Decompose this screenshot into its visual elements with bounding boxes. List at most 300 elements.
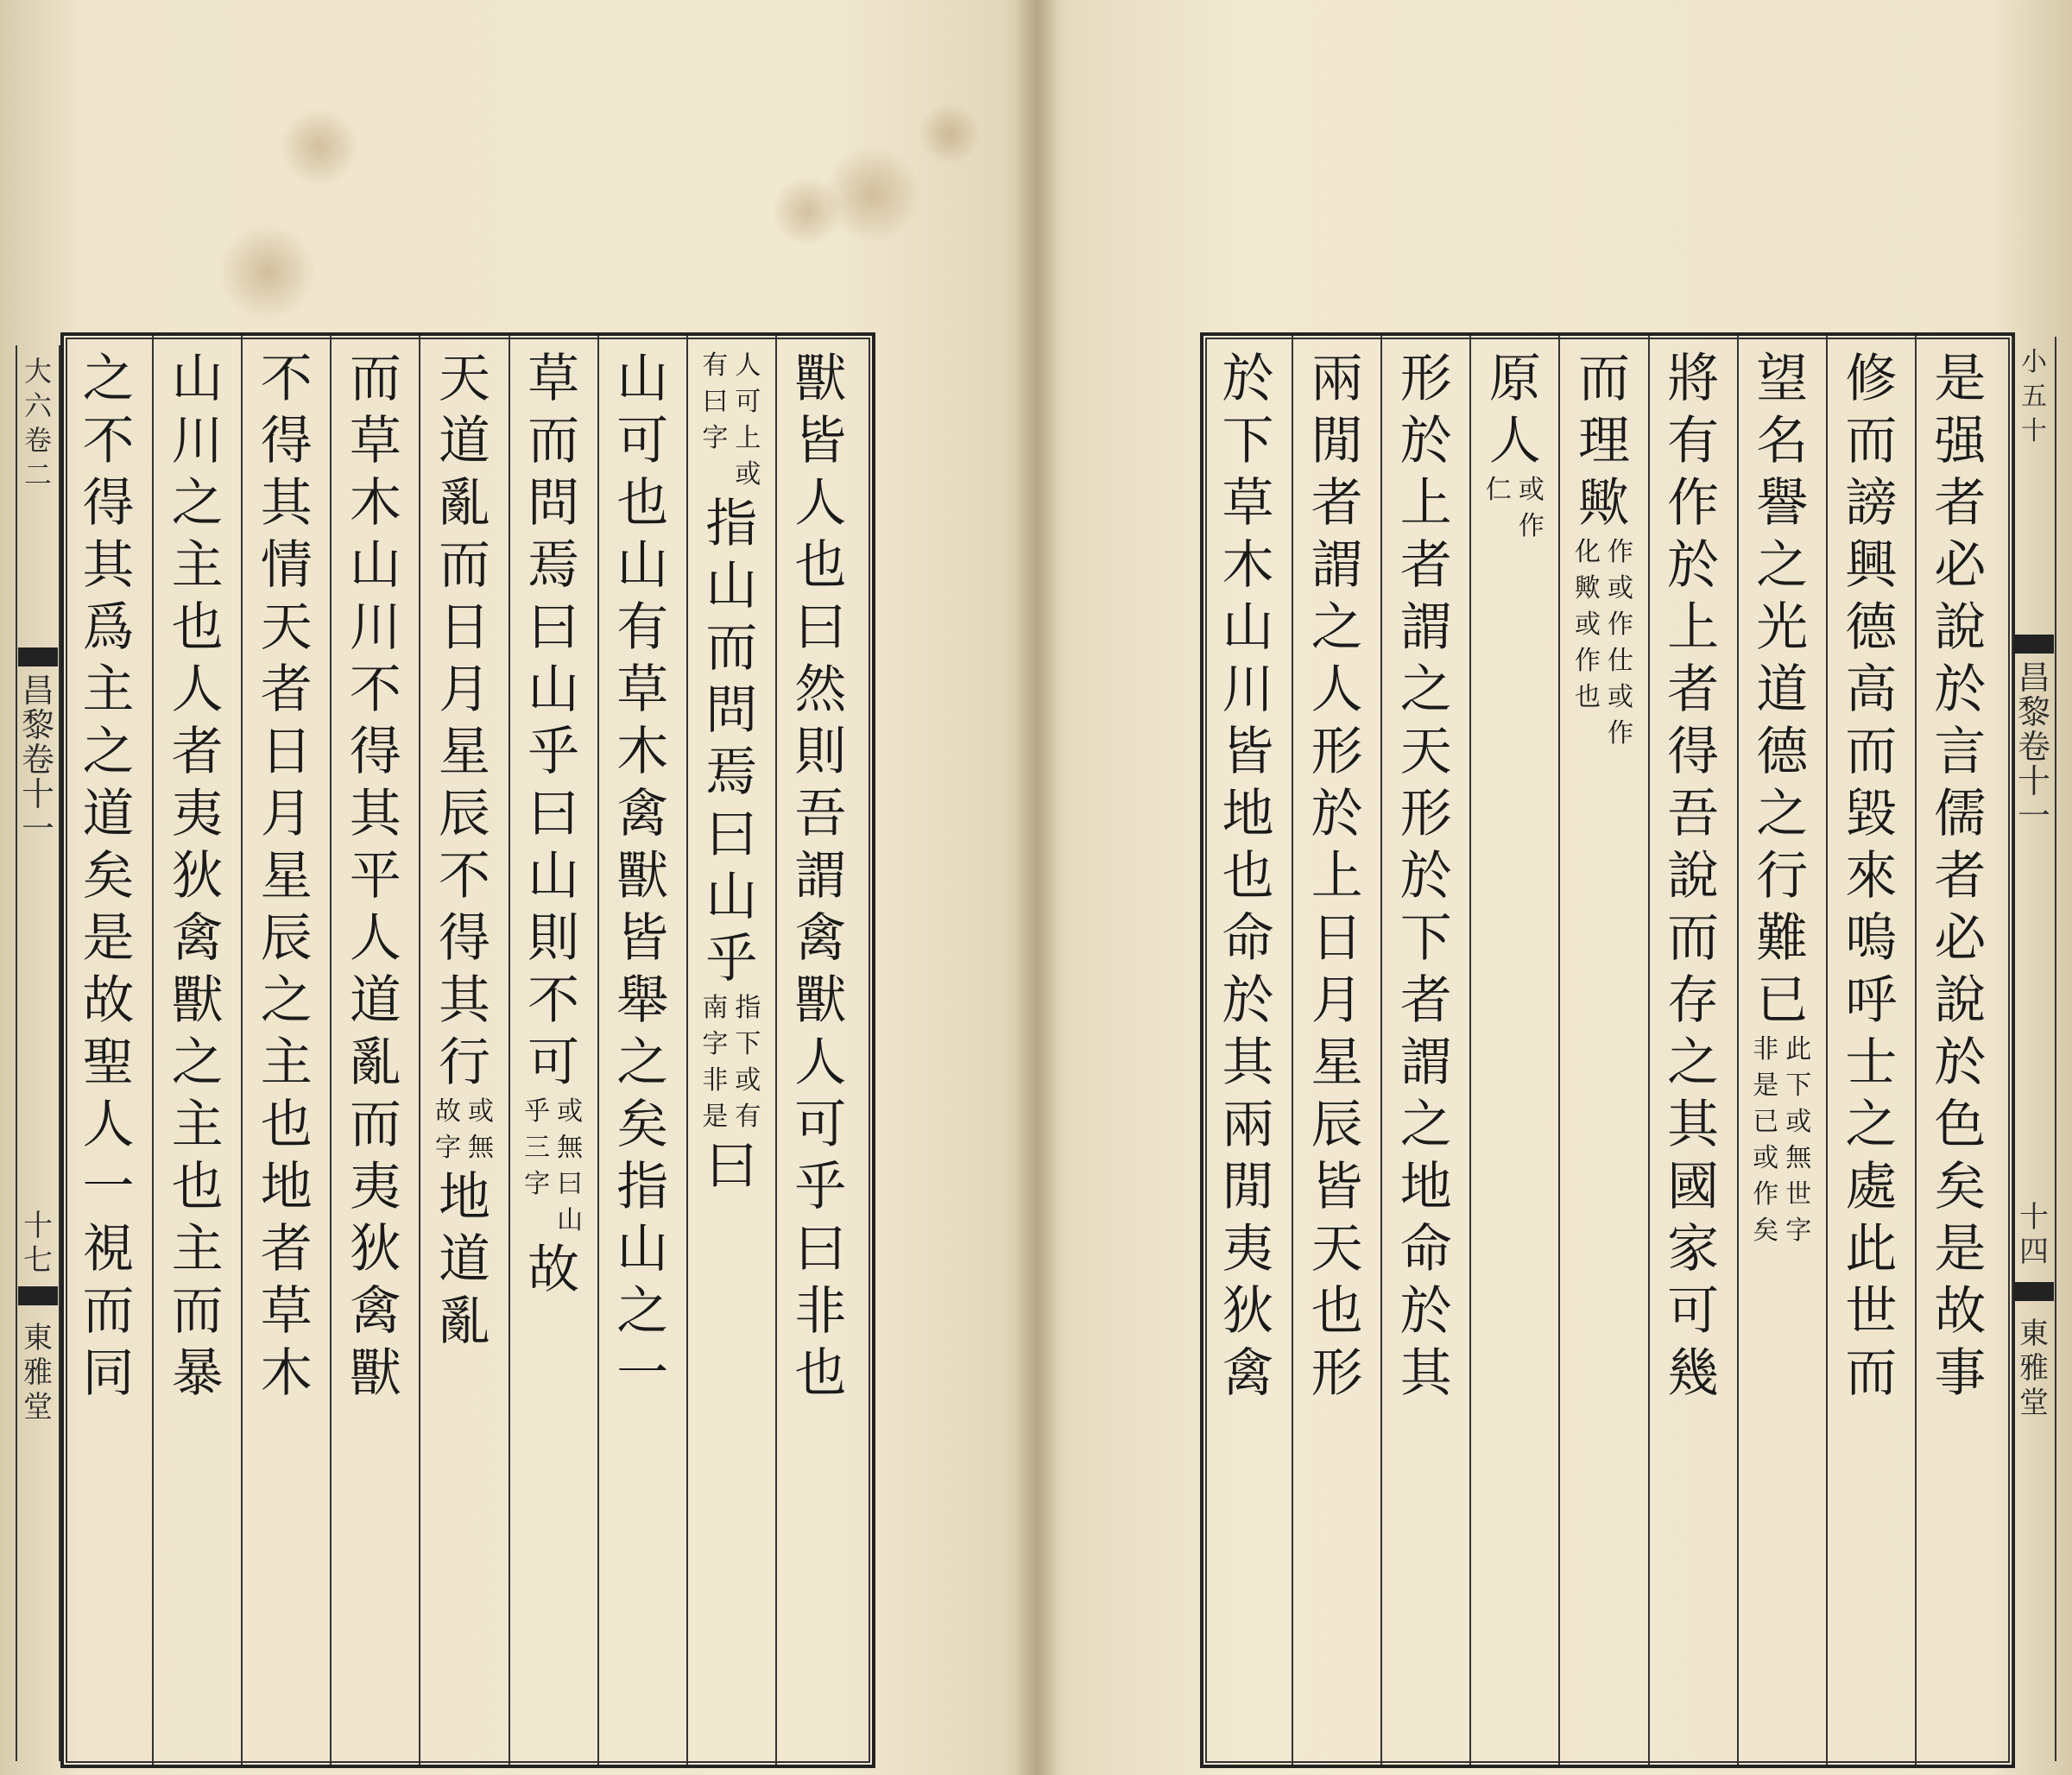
text-char: 歟: [1577, 473, 1630, 534]
text-column: [1292, 336, 1381, 1765]
text-char: 形: [1399, 784, 1452, 844]
text-char: 得: [1667, 722, 1720, 782]
text-char: 人: [82, 1095, 135, 1155]
annotation-char: 故: [434, 1096, 461, 1127]
text-char: 之: [171, 473, 224, 534]
text-char: 而: [349, 349, 401, 409]
text-char: 狄: [171, 846, 224, 906]
text-char: 作: [1667, 473, 1720, 534]
text-char: 之: [1845, 1095, 1898, 1155]
text-column: [1649, 336, 1738, 1765]
text-char: 其: [349, 784, 401, 844]
text-char: 情: [260, 535, 313, 596]
text-char: 山: [705, 556, 758, 616]
text-char: 然: [794, 660, 847, 720]
annotation-char: 非: [1753, 1034, 1779, 1064]
text-char: 道: [438, 411, 490, 471]
text-char: 而: [438, 535, 490, 596]
text-char: 上: [1311, 846, 1363, 906]
text-char: 皆: [1222, 722, 1274, 782]
annotation-column: [524, 1094, 550, 1239]
text-char: 謂: [1399, 597, 1452, 658]
left-margin-publisher: [16, 1321, 60, 1424]
text-char: 而: [349, 1095, 401, 1155]
text-char: 爲: [82, 597, 135, 658]
text-char: 山: [527, 846, 580, 906]
text-char: 其: [1667, 1095, 1720, 1155]
text-char: 得: [260, 411, 313, 471]
text-char: 下: [1222, 411, 1274, 471]
annotation-char: 或: [1753, 1143, 1779, 1173]
annotation-char: 字: [524, 1169, 551, 1199]
left-margin-strip: [16, 345, 60, 1761]
annotation-note: [420, 1094, 509, 1166]
text-char: 矣: [82, 846, 135, 906]
text-char: 理: [1577, 411, 1630, 471]
text-char: 道: [438, 1229, 490, 1290]
text-char: 狄: [1222, 1281, 1274, 1342]
annotation-char: 上: [735, 423, 761, 453]
margin-char: 昌: [2017, 659, 2050, 697]
text-char: 人: [349, 908, 401, 969]
text-char: 形: [1311, 1343, 1363, 1404]
text-char: 草: [616, 660, 669, 720]
text-char: 呼: [1845, 970, 1898, 1031]
text-char: 說: [1934, 597, 1987, 658]
text-char: 世: [1845, 1281, 1898, 1342]
text-char: 者: [260, 660, 313, 720]
text-char: 草: [1222, 473, 1274, 534]
text-char: 川: [171, 411, 224, 471]
margin-char: 卷: [21, 741, 54, 779]
text-char: 曰: [705, 805, 758, 865]
text-char: 人: [1311, 660, 1363, 720]
text-char: 而: [527, 411, 580, 471]
text-char: 地: [260, 1157, 313, 1217]
text-char: 山: [527, 660, 580, 720]
annotation-char: 或: [467, 1096, 494, 1127]
annotation-char: 或: [557, 1096, 584, 1127]
margin-char: 小: [2021, 347, 2047, 377]
text-char: 曰: [705, 1136, 758, 1197]
text-char: 其: [82, 535, 135, 596]
text-char: 也: [616, 473, 669, 534]
stain: [220, 224, 315, 319]
text-char: 幾: [1667, 1343, 1720, 1404]
text-char: 山: [616, 535, 669, 596]
text-char: 已: [1756, 970, 1809, 1031]
text-column: [331, 336, 420, 1765]
text-char: 也: [1311, 1281, 1363, 1342]
margin-char: 六: [23, 389, 52, 422]
text-char: 吾: [1667, 784, 1720, 844]
text-char: 夷: [1222, 1219, 1274, 1279]
text-char: 於: [1311, 784, 1363, 844]
text-column: [598, 336, 687, 1765]
annotation-char: 矣: [1753, 1216, 1779, 1246]
text-char: 禽: [349, 1281, 401, 1342]
left-text-frame: [60, 332, 875, 1768]
text-char: 之: [1399, 660, 1452, 720]
text-char: 而: [1845, 1343, 1898, 1404]
text-column: [1738, 336, 1827, 1765]
text-char: 問: [705, 680, 758, 741]
annotation-char: 化: [1574, 537, 1601, 567]
text-char: 川: [349, 597, 401, 658]
text-char: 上: [1399, 473, 1452, 534]
text-char: 天: [438, 349, 490, 409]
text-char: 可: [616, 411, 669, 471]
annotation-char: 作: [1607, 610, 1633, 640]
text-char: 獸: [171, 970, 224, 1031]
margin-char: 黎: [2017, 693, 2050, 731]
annotation-char: 或: [1574, 610, 1601, 640]
text-char: 而: [705, 618, 758, 679]
text-char: 形: [1399, 349, 1452, 409]
text-char: 者: [1399, 970, 1452, 1031]
text-char: 强: [1934, 411, 1987, 471]
text-char: 山: [705, 867, 758, 927]
annotation-char: 作: [1607, 718, 1633, 749]
text-char: 星: [260, 846, 313, 906]
text-char: 者: [1934, 846, 1987, 906]
margin-char: 雅: [2019, 1351, 2049, 1386]
text-char: 吾: [794, 784, 847, 844]
text-char: 獸: [794, 349, 847, 409]
text-char: 之: [616, 1281, 669, 1342]
annotation-char: 或: [735, 459, 761, 490]
margin-char: 東: [2019, 1317, 2049, 1351]
annotation-char: 字: [1785, 1216, 1812, 1246]
text-char: 嗚: [1845, 908, 1898, 969]
margin-char: 十: [2017, 762, 2050, 800]
margin-char: 東: [23, 1321, 53, 1355]
text-char: 夷: [349, 1157, 401, 1217]
annotation-char: 作: [1574, 646, 1601, 676]
text-char: 可: [1667, 1281, 1720, 1342]
text-char: 將: [1667, 349, 1720, 409]
text-char: 之: [171, 1033, 224, 1093]
text-char: 日: [260, 722, 313, 782]
annotation-char: 可: [735, 387, 761, 417]
text-char: 亂: [438, 473, 490, 534]
text-column: [776, 336, 865, 1765]
text-char: 於: [1934, 1033, 1987, 1093]
annotation-char: 作: [1518, 511, 1545, 541]
text-char: 地: [1399, 1157, 1452, 1217]
annotation-char: 曰: [702, 387, 729, 417]
text-char: 同: [82, 1343, 135, 1404]
text-char: 譽: [1756, 473, 1809, 534]
annotation-char: 有: [735, 1102, 761, 1132]
text-char: 人: [794, 1033, 847, 1093]
right-margin-page-number: [2012, 1200, 2056, 1269]
annotation-char: 人: [735, 351, 761, 381]
text-char: 者: [1399, 535, 1452, 596]
text-char: 月: [260, 784, 313, 844]
annotation-char: 此: [1785, 1034, 1812, 1064]
left-margin-book-title: [16, 673, 60, 846]
text-char: 說: [1667, 846, 1720, 906]
text-char: 則: [527, 908, 580, 969]
annotation-column: [1519, 472, 1545, 545]
text-char: 也: [260, 1095, 313, 1155]
margin-char: 一: [2017, 797, 2050, 835]
annotation-column: [702, 990, 728, 1135]
text-char: 其: [1222, 1033, 1274, 1093]
text-column: [64, 336, 153, 1765]
text-column: [420, 336, 509, 1765]
text-char: 下: [1399, 908, 1452, 969]
annotation-char: 也: [1574, 682, 1601, 712]
text-char: 命: [1399, 1219, 1452, 1279]
text-char: 而: [1667, 908, 1720, 969]
fish-tail-mark: [2014, 635, 2054, 654]
text-char: 問: [527, 473, 580, 534]
right-page: [1036, 0, 2072, 1775]
text-char: 謂: [1399, 1033, 1452, 1093]
annotation-column: [1575, 534, 1601, 752]
fish-tail-mark: [18, 1286, 58, 1305]
text-column: [1827, 336, 1916, 1765]
margin-char: 一: [21, 810, 54, 848]
annotation-char: 歟: [1574, 573, 1601, 603]
text-char: 說: [1934, 970, 1987, 1031]
annotation-char: 下: [1785, 1071, 1812, 1101]
text-char: 人: [794, 473, 847, 534]
text-char: 矣: [616, 1095, 669, 1155]
text-char: 草: [349, 411, 401, 471]
annotation-char: 或: [1785, 1107, 1812, 1137]
text-char: 天: [1311, 1219, 1363, 1279]
text-char: 道: [82, 784, 135, 844]
text-char: 人: [1488, 411, 1541, 471]
text-char: 也: [794, 535, 847, 596]
text-char: 來: [1845, 846, 1898, 906]
annotation-char: 山: [557, 1205, 584, 1235]
text-char: 禽: [171, 908, 224, 969]
text-char: 不: [82, 411, 135, 471]
left-margin-fish-tail-label: [16, 354, 60, 492]
text-char: 主: [171, 1219, 224, 1279]
text-char: 獸: [616, 846, 669, 906]
annotation-char: 已: [1753, 1107, 1779, 1137]
text-char: 得: [438, 908, 490, 969]
text-char: 辰: [438, 784, 490, 844]
text-char: 山: [616, 349, 669, 409]
annotation-char: 或: [1607, 573, 1633, 603]
annotation-note: [687, 348, 776, 493]
text-char: 之: [82, 722, 135, 782]
annotation-char: 非: [702, 1065, 729, 1096]
text-char: 閒: [1222, 1157, 1274, 1217]
text-char: 其: [438, 970, 490, 1031]
text-char: 謂: [1311, 535, 1363, 596]
text-char: 而: [1577, 349, 1630, 409]
annotation-char: 作: [1753, 1179, 1779, 1210]
text-char: 也: [171, 597, 224, 658]
margin-char: 十: [2021, 416, 2047, 446]
text-char: 星: [1311, 1033, 1363, 1093]
annotation-char: 有: [702, 351, 729, 381]
text-char: 皆: [616, 908, 669, 969]
text-char: 兩: [1222, 1095, 1274, 1155]
text-char: 一: [616, 1343, 669, 1404]
text-column: [1203, 336, 1292, 1765]
text-char: 事: [1934, 1343, 1987, 1404]
text-char: 乎: [527, 722, 580, 782]
right-margin-book-title: [2012, 660, 2056, 833]
text-char: 曰: [527, 784, 580, 844]
annotation-char: 字: [702, 1029, 729, 1059]
text-char: 亂: [349, 1033, 401, 1093]
annotation-char: 作: [1607, 537, 1633, 567]
text-char: 焉: [705, 742, 758, 803]
right-text-frame: [1200, 332, 2015, 1768]
text-char: 者: [260, 1219, 313, 1279]
text-char: 於: [1222, 970, 1274, 1031]
text-char: 地: [1222, 784, 1274, 844]
text-char: 處: [1845, 1157, 1898, 1217]
text-column: [509, 336, 598, 1765]
text-char: 是: [1934, 1219, 1987, 1279]
text-column: [1559, 336, 1648, 1765]
annotation-column: [1785, 1032, 1811, 1249]
text-char: 命: [1222, 908, 1274, 969]
text-char: 也: [171, 1157, 224, 1217]
margin-char: 七: [23, 1243, 53, 1278]
text-char: 而: [1845, 411, 1898, 471]
text-char: 於: [1399, 1281, 1452, 1342]
annotation-column: [435, 1094, 461, 1166]
text-column: [242, 336, 331, 1765]
text-char: 天: [260, 597, 313, 658]
text-char: 禽: [794, 908, 847, 969]
text-char: 望: [1756, 349, 1809, 409]
text-char: 言: [1934, 722, 1987, 782]
text-char: 道: [349, 970, 401, 1031]
fish-tail-mark: [2014, 1282, 2054, 1301]
text-char: 狄: [349, 1219, 401, 1279]
text-char: 高: [1845, 660, 1898, 720]
margin-char: 四: [2019, 1235, 2049, 1269]
text-char: 色: [1934, 1095, 1987, 1155]
text-char: 辰: [260, 908, 313, 969]
margin-char: 十: [21, 775, 54, 813]
annotation-column: [468, 1094, 494, 1166]
text-char: 名: [1756, 411, 1809, 471]
text-char: 山: [349, 535, 401, 596]
text-char: 乎: [794, 1157, 847, 1217]
text-char: 月: [438, 660, 490, 720]
text-char: 乎: [705, 929, 758, 989]
annotation-column: [1486, 472, 1512, 545]
annotation-column: [1753, 1032, 1778, 1249]
text-char: 上: [1667, 597, 1720, 658]
text-char: 原: [1488, 349, 1541, 409]
text-char: 之: [1756, 535, 1809, 596]
text-char: 星: [438, 722, 490, 782]
margin-char: 大: [23, 355, 52, 388]
text-char: 不: [260, 349, 313, 409]
text-char: 暴: [171, 1343, 224, 1404]
text-char: 獸: [794, 970, 847, 1031]
annotation-char: 下: [735, 1029, 761, 1059]
annotation-char: 是: [702, 1102, 729, 1132]
annotation-note: [509, 1094, 598, 1239]
text-char: 主: [82, 660, 135, 720]
annotation-column: [557, 1094, 583, 1239]
text-column: [1381, 336, 1470, 1765]
text-char: 者: [171, 722, 224, 782]
text-char: 而: [82, 1281, 135, 1342]
text-char: 其: [1399, 1343, 1452, 1404]
text-char: 曰: [794, 1219, 847, 1279]
text-char: 家: [1667, 1219, 1720, 1279]
text-char: 其: [260, 473, 313, 534]
text-char: 一: [82, 1157, 135, 1217]
annotation-char: 是: [1753, 1071, 1779, 1101]
annotation-char: 指: [735, 993, 761, 1023]
text-char: 行: [438, 1033, 490, 1093]
text-char: 者: [1934, 473, 1987, 534]
text-char: 皆: [1311, 1157, 1363, 1217]
text-char: 故: [527, 1240, 580, 1300]
annotation-column: [702, 348, 728, 493]
annotation-char: 曰: [557, 1169, 584, 1199]
right-margin-strip: [2012, 337, 2056, 1761]
margin-char: 堂: [2019, 1386, 2049, 1420]
text-char: 木: [616, 722, 669, 782]
annotation-char: 仕: [1607, 646, 1633, 676]
text-char: 存: [1667, 970, 1720, 1031]
text-char: 行: [1756, 846, 1809, 906]
text-char: 聖: [82, 1033, 135, 1093]
annotation-column: [735, 348, 761, 493]
text-char: 者: [1311, 473, 1363, 534]
text-char: 草: [260, 1281, 313, 1342]
text-char: 曰: [794, 597, 847, 658]
text-char: 形: [1311, 722, 1363, 782]
text-char: 是: [1934, 349, 1987, 409]
text-char: 草: [527, 349, 580, 409]
text-char: 修: [1845, 349, 1898, 409]
text-char: 故: [1934, 1281, 1987, 1342]
annotation-column: [735, 990, 761, 1135]
text-char: 舉: [616, 970, 669, 1031]
stain: [281, 108, 358, 186]
text-char: 不: [438, 846, 490, 906]
text-column: [1916, 336, 2005, 1765]
text-char: 之: [1667, 1033, 1720, 1093]
text-char: 兩: [1311, 349, 1363, 409]
text-char: 山: [616, 1219, 669, 1279]
text-char: 木: [1222, 535, 1274, 596]
text-char: 有: [616, 597, 669, 658]
text-char: 於: [1667, 535, 1720, 596]
text-char: 光: [1756, 597, 1809, 658]
margin-char: 卷: [2017, 728, 2050, 766]
text-char: 也: [794, 1343, 847, 1404]
text-char: 可: [527, 1033, 580, 1093]
annotation-char: 字: [434, 1133, 461, 1163]
text-char: 於: [1399, 846, 1452, 906]
text-char: 視: [82, 1219, 135, 1279]
text-char: 亂: [438, 1292, 490, 1352]
annotation-char: 三: [524, 1133, 551, 1163]
text-char: 焉: [527, 535, 580, 596]
margin-char: 堂: [23, 1390, 53, 1424]
